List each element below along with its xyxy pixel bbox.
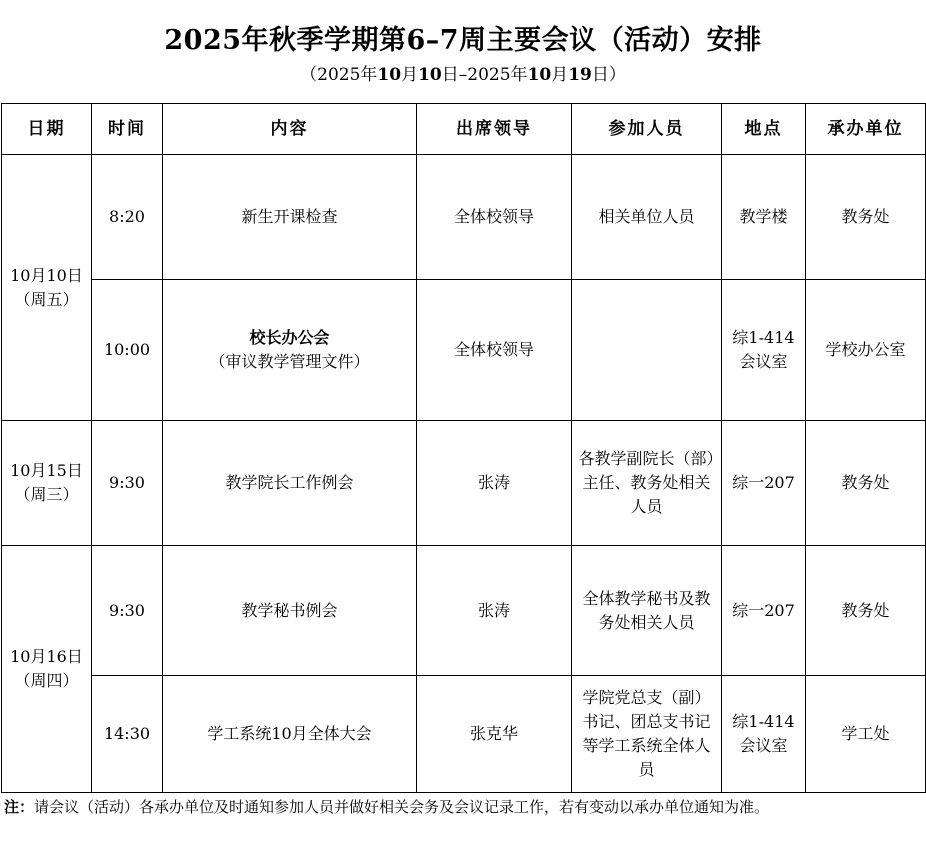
participants-cell: 相关单位人员 [572, 155, 722, 280]
header-leader: 出席领导 [417, 104, 572, 155]
location-cell: 综1-414会议室 [722, 676, 806, 793]
location-cell: 教学楼 [722, 155, 806, 280]
date-cell [2, 546, 92, 793]
content-subtitle: （审议教学管理文件） [209, 352, 370, 371]
weekday-text: （周三） [14, 485, 79, 504]
table-row [2, 676, 926, 793]
content-cell: 教学秘书例会 [163, 546, 417, 676]
date-cell [2, 421, 92, 546]
leader-cell: 全体校领导 [417, 280, 572, 421]
header-organizer: 承办单位 [806, 104, 926, 155]
participants-cell: 各教学副院长（部）主任、教务处相关人员 [572, 421, 722, 546]
header-participants: 参加人员 [572, 104, 722, 155]
participants-cell: 学院党总支（副）书记、团总支书记等学工系统全体人员 [572, 676, 722, 793]
content-cell: 教学院长工作例会 [163, 421, 417, 546]
header-location: 地点 [722, 104, 806, 155]
subtitle-open: （2025年 [300, 65, 378, 85]
footnote-text: 请会议（活动）各承办单位及时通知参加人员并做好相关会务及会议记录工作，若有变动以承办单位通知为准。 [34, 798, 770, 816]
subtitle-day-2: 19 [568, 65, 592, 85]
subtitle-part-2: 日–2025年 [441, 65, 528, 85]
location-cell: 综一207 [722, 546, 806, 676]
organizer-cell: 学工处 [806, 676, 926, 793]
location-cell: 综一207 [722, 421, 806, 546]
subtitle-part-1: 月 [401, 65, 419, 85]
organizer-cell: 学校办公室 [806, 280, 926, 421]
date-range-subtitle [0, 60, 926, 85]
table-row [2, 155, 926, 280]
leader-cell: 张涛 [417, 546, 572, 676]
participants-cell: 全体教学秘书及教务处相关人员 [572, 546, 722, 676]
subtitle-month-2: 10 [527, 65, 552, 85]
table-row [2, 280, 926, 421]
leader-cell: 张涛 [417, 421, 572, 546]
participants-cell [572, 280, 722, 421]
location-cell: 综1-414会议室 [722, 280, 806, 421]
time-cell: 14:30 [92, 676, 163, 793]
leader-cell: 全体校领导 [417, 155, 572, 280]
weekday-text: （周五） [14, 289, 79, 309]
date-text: 10月10日 [10, 265, 83, 285]
table-header-row [2, 104, 926, 155]
date-text: 10月15日 [10, 461, 83, 480]
subtitle-part-3: 月 [551, 65, 569, 85]
content-title: 校长办公会 [249, 328, 330, 347]
organizer-cell: 教务处 [806, 155, 926, 280]
time-cell: 8:20 [92, 155, 163, 280]
header-time: 时间 [92, 104, 163, 155]
date-cell [2, 155, 92, 421]
subtitle-day-1: 10 [418, 65, 442, 85]
content-cell [163, 280, 417, 421]
content-cell: 学工系统10月全体大会 [163, 676, 417, 793]
leader-cell: 张克华 [417, 676, 572, 793]
weekday-text: （周四） [14, 671, 79, 690]
header-date: 日期 [2, 104, 92, 155]
page-title: 2025年秋季学期第6–7周主要会议（活动）安排 [164, 25, 762, 56]
content-cell: 新生开课检查 [163, 155, 417, 280]
time-cell: 9:30 [92, 421, 163, 546]
header-content: 内容 [163, 104, 417, 155]
table-row [2, 546, 926, 676]
table-row [2, 421, 926, 546]
subtitle-close: 日） [591, 65, 626, 85]
time-cell: 10:00 [92, 280, 163, 421]
organizer-cell: 教务处 [806, 546, 926, 676]
date-text: 10月16日 [10, 647, 83, 666]
time-cell: 9:30 [92, 546, 163, 676]
organizer-cell: 教务处 [806, 421, 926, 546]
subtitle-month-1: 10 [377, 65, 402, 85]
footnote [4, 795, 922, 819]
schedule-table [1, 103, 926, 793]
footnote-label: 注： [4, 798, 35, 816]
